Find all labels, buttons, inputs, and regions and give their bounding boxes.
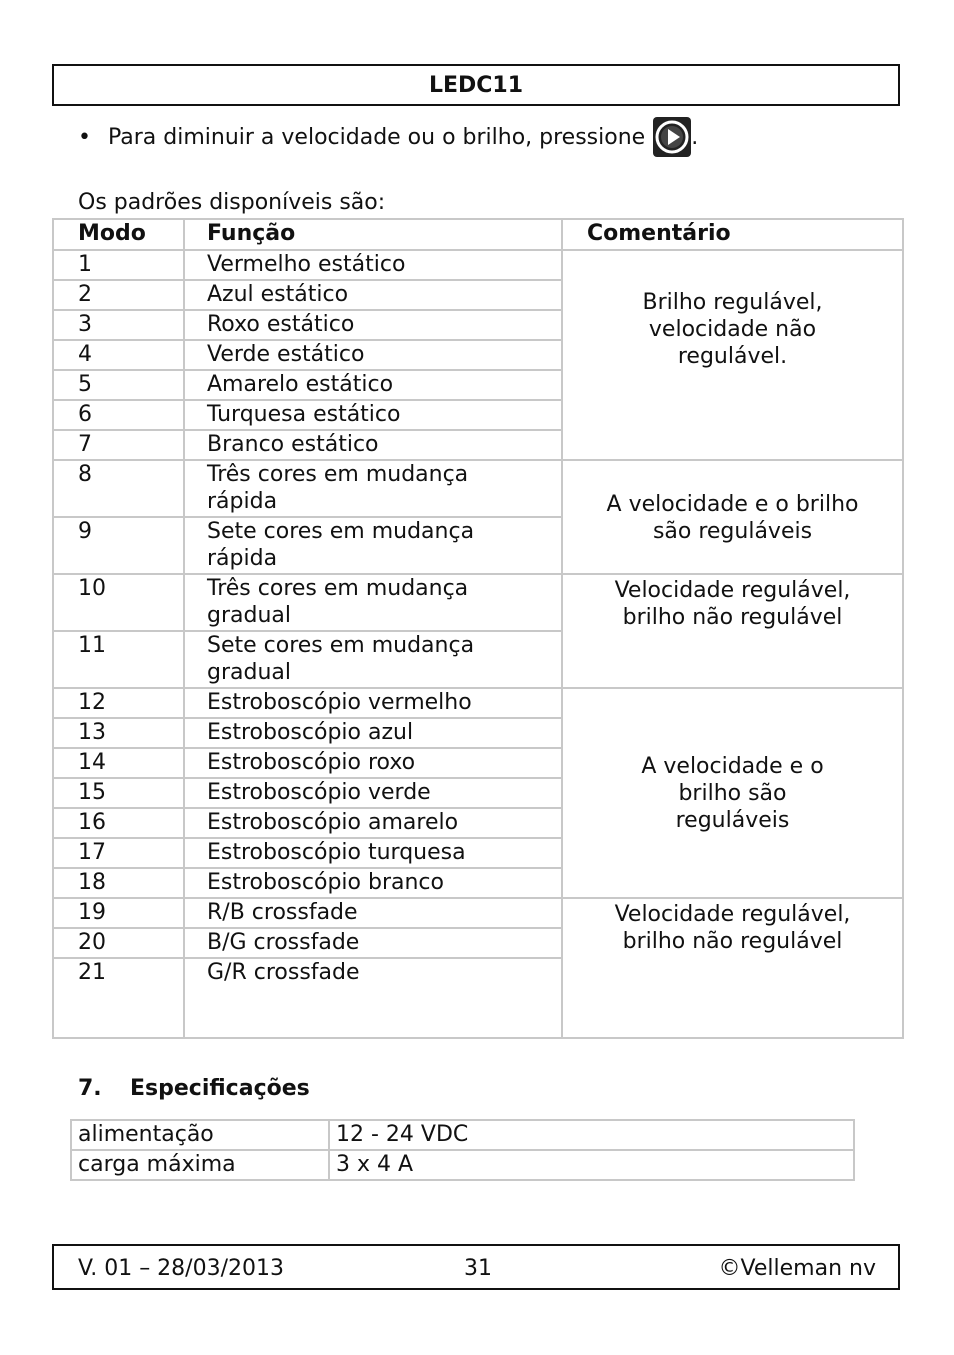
function-cell: Verde estático bbox=[184, 340, 562, 370]
mode-cell: 1 bbox=[53, 250, 184, 280]
function-cell: Turquesa estático bbox=[184, 400, 562, 430]
mode-cell: 21 bbox=[53, 958, 184, 1038]
footer-page-number: 31 bbox=[464, 1256, 492, 1281]
header-comment: Comentário bbox=[562, 219, 903, 250]
mode-cell: 20 bbox=[53, 928, 184, 958]
mode-cell: 4 bbox=[53, 340, 184, 370]
mode-cell: 19 bbox=[53, 898, 184, 928]
mode-cell: 14 bbox=[53, 748, 184, 778]
table-row bbox=[53, 250, 903, 280]
mode-cell: 11 bbox=[53, 631, 184, 688]
function-cell: Azul estático bbox=[184, 280, 562, 310]
function-cell: Estroboscópio azul bbox=[184, 718, 562, 748]
bullet-dot: • bbox=[78, 124, 91, 150]
spec-value: 12 - 24 VDC bbox=[329, 1120, 854, 1150]
function-cell: Estroboscópio branco bbox=[184, 868, 562, 898]
section-number: 7. bbox=[78, 1076, 102, 1101]
mode-cell: 15 bbox=[53, 778, 184, 808]
mode-cell: 6 bbox=[53, 400, 184, 430]
spec-value: 3 x 4 A bbox=[329, 1150, 854, 1180]
document-title: LEDC11 bbox=[428, 73, 524, 98]
modes-table bbox=[52, 218, 904, 1039]
instruction-tail: . bbox=[691, 124, 699, 150]
function-cell: Roxo estático bbox=[184, 310, 562, 340]
page-header bbox=[52, 64, 900, 106]
patterns-intro: Os padrões disponíveis são: bbox=[78, 190, 386, 215]
comment-cell: A velocidade e o brilho são reguláveis bbox=[562, 460, 903, 574]
section-title: Especificações bbox=[130, 1076, 310, 1101]
table-row bbox=[71, 1150, 854, 1180]
mode-cell: 17 bbox=[53, 838, 184, 868]
mode-cell: 2 bbox=[53, 280, 184, 310]
function-cell: Estroboscópio turquesa bbox=[184, 838, 562, 868]
header-mode: Modo bbox=[53, 219, 184, 250]
spec-label: alimentação bbox=[71, 1120, 329, 1150]
table-row bbox=[53, 688, 903, 718]
function-cell: Branco estático bbox=[184, 430, 562, 460]
table-row bbox=[53, 898, 903, 928]
mode-cell: 9 bbox=[53, 517, 184, 574]
page-footer bbox=[52, 1244, 900, 1290]
mode-cell: 5 bbox=[53, 370, 184, 400]
mode-cell: 18 bbox=[53, 868, 184, 898]
comment-cell: Brilho regulável, velocidade não regulável. bbox=[562, 250, 903, 460]
function-cell: Três cores em mudança rápida bbox=[184, 460, 562, 517]
instruction-bullet bbox=[78, 114, 698, 160]
footer-copyright: ©Velleman nv bbox=[718, 1256, 876, 1281]
function-cell: Três cores em mudança gradual bbox=[184, 574, 562, 631]
function-cell: Sete cores em mudança gradual bbox=[184, 631, 562, 688]
spec-label: carga máxima bbox=[71, 1150, 329, 1180]
section-heading bbox=[78, 1076, 310, 1101]
table-row bbox=[53, 460, 903, 517]
instruction-text: Para diminuir a velocidade ou o brilho, pressione bbox=[108, 124, 646, 150]
table-row bbox=[71, 1120, 854, 1150]
comment-cell: A velocidade e o brilho são reguláveis bbox=[562, 688, 903, 898]
table-row bbox=[53, 574, 903, 631]
function-cell: Estroboscópio roxo bbox=[184, 748, 562, 778]
function-cell: B/G crossfade bbox=[184, 928, 562, 958]
function-cell: Vermelho estático bbox=[184, 250, 562, 280]
function-cell: Sete cores em mudança rápida bbox=[184, 517, 562, 574]
mode-cell: 13 bbox=[53, 718, 184, 748]
comment-cell: Velocidade regulável, brilho não regulável bbox=[562, 574, 903, 688]
mode-cell: 8 bbox=[53, 460, 184, 517]
mode-cell: 16 bbox=[53, 808, 184, 838]
function-cell: Estroboscópio verde bbox=[184, 778, 562, 808]
function-cell: Estroboscópio vermelho bbox=[184, 688, 562, 718]
mode-cell: 3 bbox=[53, 310, 184, 340]
specs-table bbox=[70, 1119, 855, 1181]
footer-version: V. 01 – 28/03/2013 bbox=[78, 1256, 284, 1281]
mode-cell: 7 bbox=[53, 430, 184, 460]
header-function: Função bbox=[184, 219, 562, 250]
mode-cell: 12 bbox=[53, 688, 184, 718]
function-cell: Amarelo estático bbox=[184, 370, 562, 400]
mode-cell: 10 bbox=[53, 574, 184, 631]
function-cell: R/B crossfade bbox=[184, 898, 562, 928]
play-button-icon bbox=[653, 117, 691, 157]
comment-cell: Velocidade regulável, brilho não regulável bbox=[562, 898, 903, 1038]
function-cell: G/R crossfade bbox=[184, 958, 562, 1038]
function-cell: Estroboscópio amarelo bbox=[184, 808, 562, 838]
